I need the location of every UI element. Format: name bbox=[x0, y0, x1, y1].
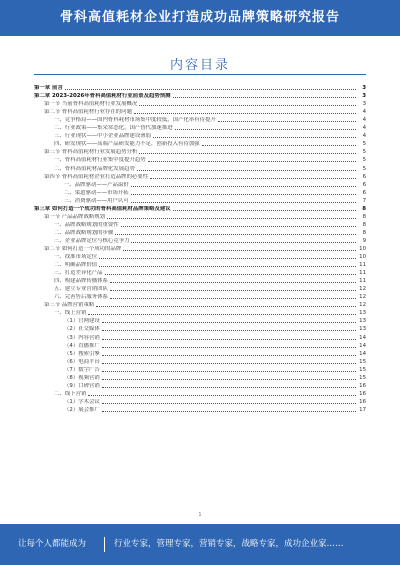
toc-entry[interactable] bbox=[34, 301, 366, 309]
footer-banner bbox=[0, 524, 400, 565]
toc-entry-page: 4 bbox=[362, 109, 366, 116]
toc-leader-dots bbox=[173, 97, 356, 98]
toc-leader-dots bbox=[88, 314, 356, 315]
toc-entry-page: 10 bbox=[359, 245, 366, 252]
toc-leader-dots bbox=[150, 178, 356, 179]
toc-leader-dots bbox=[139, 153, 356, 154]
toc-entry-text: 二、品牌战略规划的步骤 bbox=[54, 229, 114, 236]
toc-leader-dots bbox=[107, 218, 356, 219]
toc-entry-page: 14 bbox=[359, 334, 366, 341]
toc-entry-text: 五、建立专业营销团队 bbox=[54, 286, 108, 293]
toc-entry[interactable] bbox=[34, 333, 366, 341]
toc-leader-dots bbox=[131, 186, 356, 187]
footer-tagline: 行业专家，管理专家，营销专家，战略专家，成功企业家…… bbox=[114, 539, 344, 549]
toc-entry-page: 11 bbox=[359, 262, 366, 269]
toc-entry[interactable] bbox=[34, 390, 366, 398]
toc-leader-dots bbox=[134, 113, 356, 114]
toc-entry-page: 4 bbox=[362, 125, 366, 132]
toc-entry-page: 3 bbox=[362, 93, 366, 100]
toc-entry[interactable] bbox=[34, 173, 366, 181]
toc-leader-dots bbox=[110, 282, 356, 283]
toc-entry-text: （6）电商平台 bbox=[64, 358, 100, 365]
toc-entry[interactable] bbox=[34, 382, 366, 390]
toc-entry-text: 二、骨科高值耗材品牌化发展趋势 bbox=[54, 165, 135, 172]
toc-entry[interactable] bbox=[34, 374, 366, 382]
toc-entry-text: 四、研发现状——高端产品研发能力不足，创新投入有待加强 bbox=[54, 141, 200, 148]
table-of-contents bbox=[34, 84, 366, 414]
toc-entry-text: 第四节 骨科高值耗材企业打造品牌的必要性 bbox=[44, 173, 149, 180]
toc-entry-text: 第一节 产品品牌战略规划 bbox=[44, 213, 106, 220]
toc-entry-text: （5）搜索引擎 bbox=[64, 350, 100, 357]
toc-entry-page: 8 bbox=[362, 213, 366, 220]
toc-entry-text: （4）直播推广 bbox=[64, 342, 100, 349]
footer-slogan: 让每个人都能成为 bbox=[18, 539, 87, 549]
toc-entry-page: 10 bbox=[359, 254, 366, 261]
toc-entry-page: 14 bbox=[359, 342, 366, 349]
toc-entry-text: 第三章 如何打造一个成功的骨科高值耗材品牌策略及建议 bbox=[34, 205, 171, 212]
toc-entry[interactable] bbox=[34, 317, 366, 325]
toc-leader-dots bbox=[123, 250, 356, 251]
toc-entry-page: 3 bbox=[362, 101, 366, 108]
toc-entry[interactable] bbox=[34, 269, 366, 277]
toc-leader-dots bbox=[99, 258, 356, 259]
toc-entry-text: 第二章 2023-2026年骨科高值耗材行业前景及趋势预测 bbox=[34, 93, 171, 100]
toc-entry[interactable] bbox=[34, 132, 366, 140]
toc-entry[interactable] bbox=[34, 189, 366, 197]
toc-entry-text: 一、品牌战略规划的重要性 bbox=[54, 221, 119, 228]
toc-entry-text: 一、找准市场定位 bbox=[54, 254, 98, 261]
toc-entry[interactable] bbox=[34, 229, 366, 237]
toc-title: 内容目录 bbox=[169, 58, 230, 73]
toc-entry-page: 13 bbox=[359, 318, 366, 325]
toc-entry[interactable] bbox=[34, 358, 366, 366]
toc-entry-page: 7 bbox=[362, 197, 366, 204]
toc-entry[interactable] bbox=[34, 197, 366, 205]
toc-entry-page: 6 bbox=[362, 189, 366, 196]
toc-entry[interactable] bbox=[34, 164, 366, 172]
footer-divider bbox=[104, 537, 105, 552]
toc-leader-dots bbox=[110, 298, 356, 299]
toc-entry-text: 二、行业政策——集采常态化，国产替代加速推进 bbox=[54, 125, 173, 132]
toc-entry[interactable] bbox=[34, 205, 366, 213]
toc-leader-dots bbox=[102, 371, 356, 372]
toc-entry-text: 三、企业品牌定位与核心竞争力 bbox=[54, 237, 130, 244]
toc-leader-dots bbox=[148, 161, 356, 162]
toc-entry-text: 第一节 当前骨科高值耗材行业发展概况 bbox=[44, 101, 138, 108]
toc-leader-dots bbox=[102, 379, 356, 380]
toc-leader-dots bbox=[102, 355, 356, 356]
toc-leader-dots bbox=[102, 411, 356, 412]
toc-entry-text: 二、渠道驱动——市场开拓 bbox=[64, 189, 129, 196]
toc-entry[interactable] bbox=[34, 100, 366, 108]
toc-entry-text: （2）展会推广 bbox=[64, 406, 100, 413]
toc-entry[interactable] bbox=[34, 213, 366, 221]
toc-leader-dots bbox=[137, 170, 356, 171]
toc-entry-page: 5 bbox=[362, 149, 366, 156]
toc-entry-text: 二、明确品牌价值 bbox=[54, 262, 98, 269]
toc-entry[interactable] bbox=[34, 92, 366, 100]
toc-entry-page: 6 bbox=[362, 173, 366, 180]
toc-leader-dots bbox=[131, 194, 356, 195]
toc-entry-page: 6 bbox=[362, 181, 366, 188]
toc-entry-page: 11 bbox=[359, 270, 366, 277]
toc-entry[interactable] bbox=[34, 181, 366, 189]
toc-entry-text: 六、完善售后服务体系 bbox=[54, 294, 108, 301]
toc-entry-page: 4 bbox=[362, 133, 366, 140]
toc-entry-page: 13 bbox=[359, 310, 366, 317]
toc-entry-text: 二、线下营销 bbox=[54, 390, 87, 397]
toc-entry-page: 12 bbox=[359, 302, 366, 309]
toc-entry-page: 14 bbox=[359, 350, 366, 357]
toc-entry-text: 一、线上营销 bbox=[54, 310, 87, 317]
toc-entry-text: 一、品牌驱动——产品溢价 bbox=[64, 181, 129, 188]
toc-entry-text: 一、竞争格局——国内骨科耗材市场集中度较低，国产化率有待提升 bbox=[54, 117, 216, 124]
toc-leader-dots bbox=[131, 202, 356, 203]
toc-entry-page: 15 bbox=[359, 366, 366, 373]
toc-entry-page: 16 bbox=[359, 398, 366, 405]
toc-entry-text: 一、骨科高值耗材行业集中度提升趋势 bbox=[54, 157, 146, 164]
toc-entry[interactable] bbox=[34, 156, 366, 164]
toc-entry-text: 第二节 如何打造一个成功的品牌 bbox=[44, 245, 122, 252]
toc-leader-dots bbox=[153, 137, 356, 138]
toc-leader-dots bbox=[110, 290, 356, 291]
toc-entry-text: 四、构建品牌传播体系 bbox=[54, 278, 108, 285]
toc-entry-page: 17 bbox=[359, 406, 366, 413]
toc-leader-dots bbox=[102, 347, 356, 348]
toc-leader-dots bbox=[202, 145, 356, 146]
toc-leader-dots bbox=[102, 363, 356, 364]
toc-entry[interactable] bbox=[34, 406, 366, 414]
toc-entry[interactable] bbox=[34, 116, 366, 124]
toc-entry-page: 15 bbox=[359, 358, 366, 365]
toc-entry-page: 8 bbox=[362, 229, 366, 236]
toc-entry-text: 第二节 骨科高值耗材行业存在的问题 bbox=[44, 109, 132, 116]
toc-entry-page: 11 bbox=[359, 278, 366, 285]
toc-entry[interactable] bbox=[34, 293, 366, 301]
toc-leader-dots bbox=[131, 242, 356, 243]
toc-entry[interactable] bbox=[34, 124, 366, 132]
toc-entry-page: 15 bbox=[359, 374, 366, 381]
toc-leader-dots bbox=[99, 266, 356, 267]
toc-entry-page: 12 bbox=[359, 294, 366, 301]
toc-entry[interactable] bbox=[34, 350, 366, 358]
toc-entry-page: 16 bbox=[359, 382, 366, 389]
toc-entry-page: 5 bbox=[362, 165, 366, 172]
toc-leader-dots bbox=[121, 226, 356, 227]
toc-entry-page: 4 bbox=[362, 117, 366, 124]
report-header bbox=[0, 0, 400, 36]
toc-leader-dots bbox=[175, 129, 356, 130]
toc-entry[interactable] bbox=[34, 84, 366, 92]
toc-entry[interactable] bbox=[34, 245, 366, 253]
toc-leader-dots bbox=[102, 330, 356, 331]
toc-entry-page: 9 bbox=[362, 237, 366, 244]
toc-entry[interactable] bbox=[34, 108, 366, 116]
toc-entry-page: 3 bbox=[362, 85, 366, 92]
toc-entry-text: 第三节 品牌营销策略 bbox=[44, 302, 95, 309]
toc-entry-text: （1）学术会议 bbox=[64, 398, 100, 405]
toc-leader-dots bbox=[102, 339, 356, 340]
toc-leader-dots bbox=[105, 274, 356, 275]
toc-entry-text: 第一章 前言 bbox=[34, 85, 63, 92]
toc-leader-dots bbox=[102, 387, 356, 388]
toc-entry[interactable] bbox=[34, 261, 366, 269]
toc-leader-dots bbox=[102, 322, 356, 323]
toc-entry[interactable] bbox=[34, 342, 366, 350]
toc-leader-dots bbox=[115, 234, 356, 235]
toc-entry[interactable] bbox=[34, 285, 366, 293]
page-number: 1 bbox=[198, 512, 202, 518]
toc-leader-dots bbox=[96, 306, 356, 307]
toc-entry-text: 三、打造差异化产品 bbox=[54, 270, 103, 277]
toc-entry-page: 5 bbox=[362, 141, 366, 148]
toc-entry-page: 12 bbox=[359, 286, 366, 293]
toc-entry-text: （3）内容营销 bbox=[64, 334, 100, 341]
toc-entry[interactable] bbox=[34, 398, 366, 406]
toc-entry-text: （1）官网建设 bbox=[64, 318, 100, 325]
toc-entry[interactable] bbox=[34, 366, 366, 374]
toc-leader-dots bbox=[88, 395, 356, 396]
toc-entry-text: 三、行业现状——中小企业品牌建设薄弱 bbox=[54, 133, 152, 140]
toc-entry-page: 5 bbox=[362, 157, 366, 164]
toc-title-rule bbox=[34, 74, 366, 75]
toc-entry[interactable] bbox=[34, 140, 366, 148]
toc-entry[interactable] bbox=[34, 277, 366, 285]
toc-leader-dots bbox=[65, 89, 356, 90]
toc-entry-text: （2）社交媒体 bbox=[64, 326, 100, 333]
toc-entry[interactable] bbox=[34, 221, 366, 229]
toc-entry[interactable] bbox=[34, 325, 366, 333]
toc-entry[interactable] bbox=[34, 237, 366, 245]
toc-entry-page: 16 bbox=[359, 390, 366, 397]
toc-leader-dots bbox=[173, 210, 356, 211]
toc-entry[interactable] bbox=[34, 148, 366, 156]
toc-entry-page: 8 bbox=[362, 221, 366, 228]
toc-entry-text: 三、消费驱动——用户认可 bbox=[64, 197, 129, 204]
toc-leader-dots bbox=[218, 121, 356, 122]
report-title: 骨科高值耗材企业打造成功品牌策略研究报告 bbox=[59, 10, 340, 25]
toc-leader-dots bbox=[139, 105, 356, 106]
toc-entry[interactable] bbox=[34, 309, 366, 317]
toc-entry[interactable] bbox=[34, 253, 366, 261]
toc-entry-page: 13 bbox=[359, 326, 366, 333]
toc-entry-text: 第三节 骨科高值耗材行业发展趋势分析 bbox=[44, 149, 138, 156]
toc-entry-text: （8）视频营销 bbox=[64, 374, 100, 381]
toc-entry-text: （9）口碑营销 bbox=[64, 382, 100, 389]
toc-entry-text: （7）数字广告 bbox=[64, 366, 100, 373]
toc-leader-dots bbox=[102, 403, 356, 404]
toc-entry-page: 8 bbox=[362, 205, 366, 212]
